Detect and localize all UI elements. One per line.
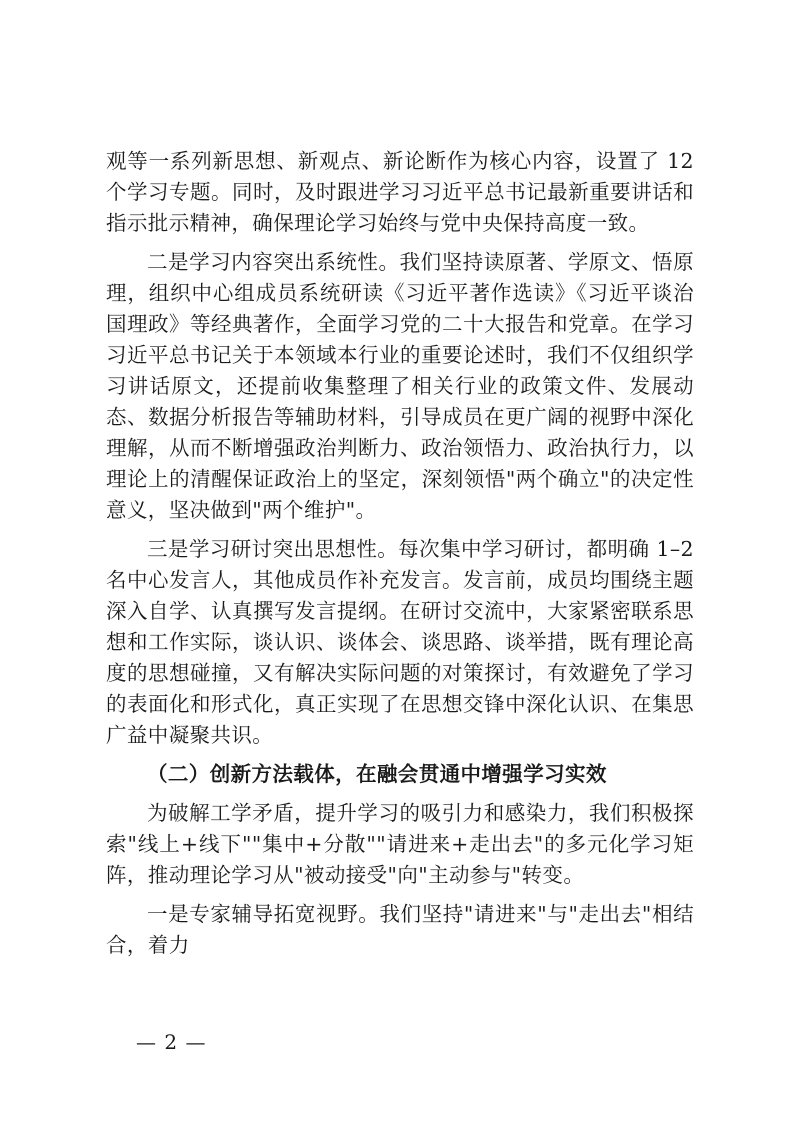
paragraph-learning-matrix: 为破解工学矛盾，提升学习的吸引力和感染力，我们积极探索"线上+线下""集中+分散""请进来+走出去"的多元化学习矩阵，推动理论学习从"被动接受"向"主动参与"转变。 [106,801,694,887]
paragraph-expert-guidance: 一是专家辅导拓宽视野。我们坚持"请进来"与"走出去"相结合，着力 [106,902,694,957]
paragraph-discussion-thought: 三是学习研讨突出思想性。每次集中学习研讨，都明确 1–2 名中心发言人，其他成员作补充发言。发言前，成员均围绕主题深入自学、认真撰写发言提纲。在研讨交流中，大家紧密联系思想和工作实际，谈认识、谈体会、谈思路、谈举措，既有理论高度的思想碰撞，又有解决实际问题的对策探讨，有效避免了学习的表面化和形式化，真正实现了在思想交锋中深化认识、在集思广益中凝聚共识。 [106,537,694,747]
paragraph-continuation: 观等一系列新思想、新观点、新论断作为核心内容，设置了 12 个学习专题。同时，及时跟进学习习近平总书记最新重要讲话和指示批示精神，确保理论学习始终与党中央保持高度一致。 [106,149,694,235]
section-heading-innovation: （二）创新方法载体，在融会贯通中增强学习实效 [147,762,607,786]
document-body [106,146,694,961]
page-number: — 2 — [136,1030,207,1054]
paragraph-systematic-study: 二是学习内容突出系统性。我们坚持读原著、学原文、悟原理，组织中心组成员系统研读《习近平著作选读》《习近平谈治国理政》等经典著作，全面学习党的二十大报告和党章。在学习习近平总书记关于本领域本行业的重要论述时，我们不仅组织学习讲话原文，还提前收集整理了相关行业的政策文件、发展动态、数据分析报告等辅助材料，引导成员在更广阔的视野中深化理解，从而不断增强政治判断力、政治领悟力、政治执行力，以理论上的清醒保证政治上的坚定，深刻领悟"两个确立"的决定性意义，坚决做到"两个维护"。 [106,250,694,522]
